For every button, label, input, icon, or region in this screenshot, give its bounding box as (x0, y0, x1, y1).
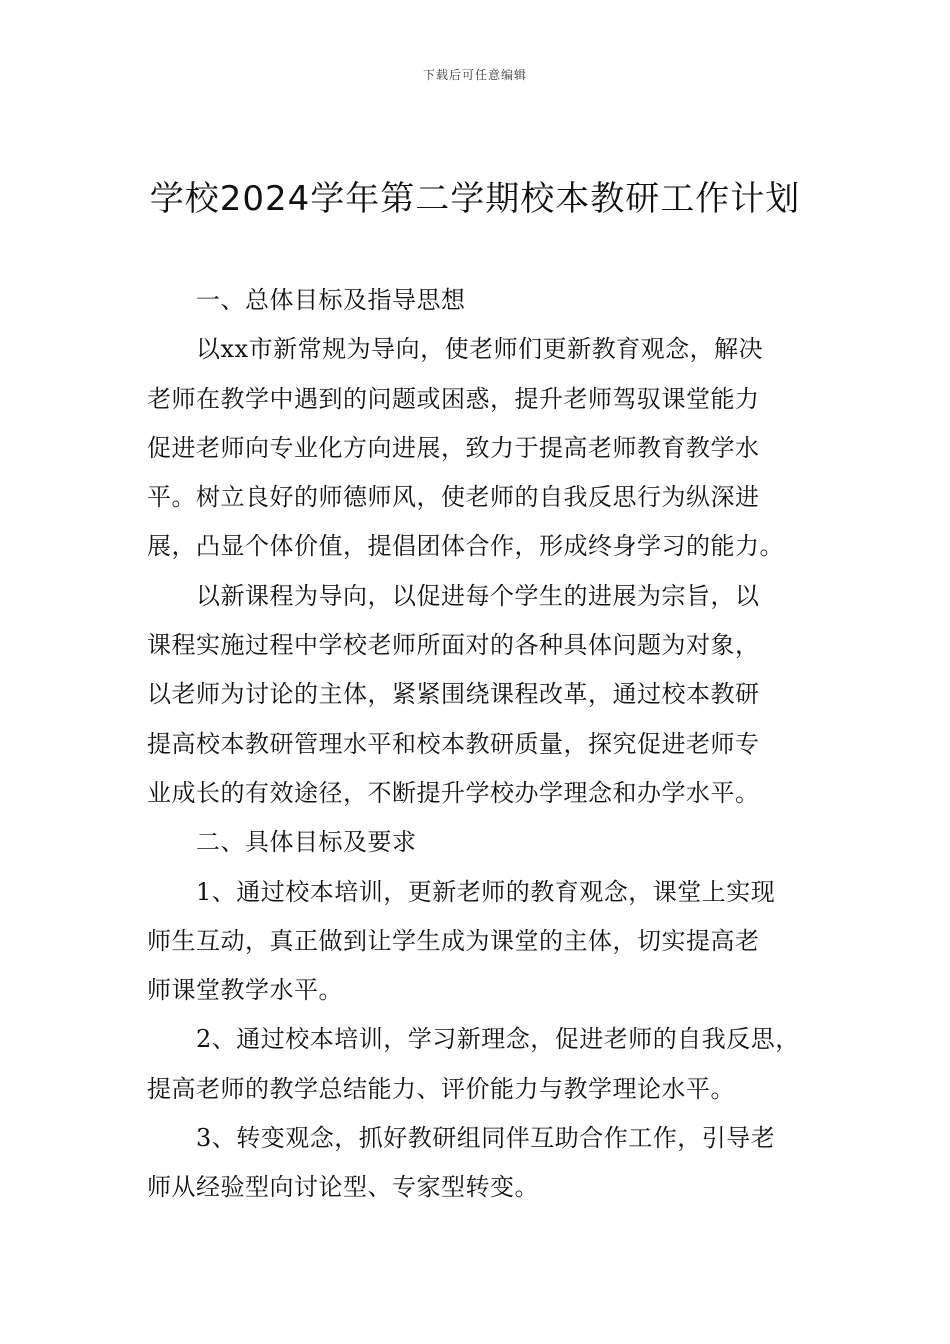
text-line: 以xx市新常规为导向，使老师们更新教育观念，解决 (196, 335, 764, 364)
text-line: 展，凸显个体价值，提倡团体合作，形成终身学习的能力。 (147, 532, 784, 561)
text-line: 3、转变观念，抓好教研组同伴互助合作工作，引导老 (196, 1124, 776, 1153)
text-line: 业成长的有效途径，不断提升学校办学理念和办学水平。 (147, 778, 760, 807)
header-note: 下载后可任意编辑 (422, 68, 527, 82)
document-body (147, 276, 807, 1213)
text-line: 以新课程为导向，以促进每个学生的进展为宗旨，以 (196, 581, 760, 610)
text-line: 提高校本教研管理水平和校本教研质量，探究促进老师专 (147, 729, 760, 758)
text-line: 二、具体目标及要求 (196, 828, 417, 857)
text-line: 一、总体目标及指导思想 (196, 286, 466, 314)
text-line: 课程实施过程中学校老师所面对的各种具体问题为对象， (147, 631, 760, 660)
text-line: 师从经验型向讨论型、专家型转变。 (147, 1173, 539, 1202)
text-line: 1、通过校本培训，更新老师的教育观念，课堂上实现 (196, 877, 776, 906)
text-line: 提高老师的教学总结能力、评价能力与教学理论水平。 (147, 1074, 735, 1103)
text-line: 以老师为讨论的主体，紧紧围绕课程改革，通过校本教研 (147, 680, 760, 709)
text-line: 师课堂教学水平。 (147, 976, 343, 1005)
text-line: 老师在教学中遇到的问题或困惑，提升老师驾驭课堂能力 (147, 384, 760, 413)
text-line: 2、通过校本培训，学习新理念，促进老师的自我反思， (196, 1025, 800, 1054)
document-title: 学校2024学年第二学期校本教研工作计划 (149, 179, 801, 219)
text-line: 师生互动，真正做到让学生成为课堂的主体，切实提高老 (147, 926, 760, 955)
text-line: 促进老师向专业化方向进展，致力于提高老师教育教学水 (147, 433, 760, 462)
text-line: 平。树立良好的师德师风，使老师的自我反思行为纵深进 (147, 483, 760, 512)
